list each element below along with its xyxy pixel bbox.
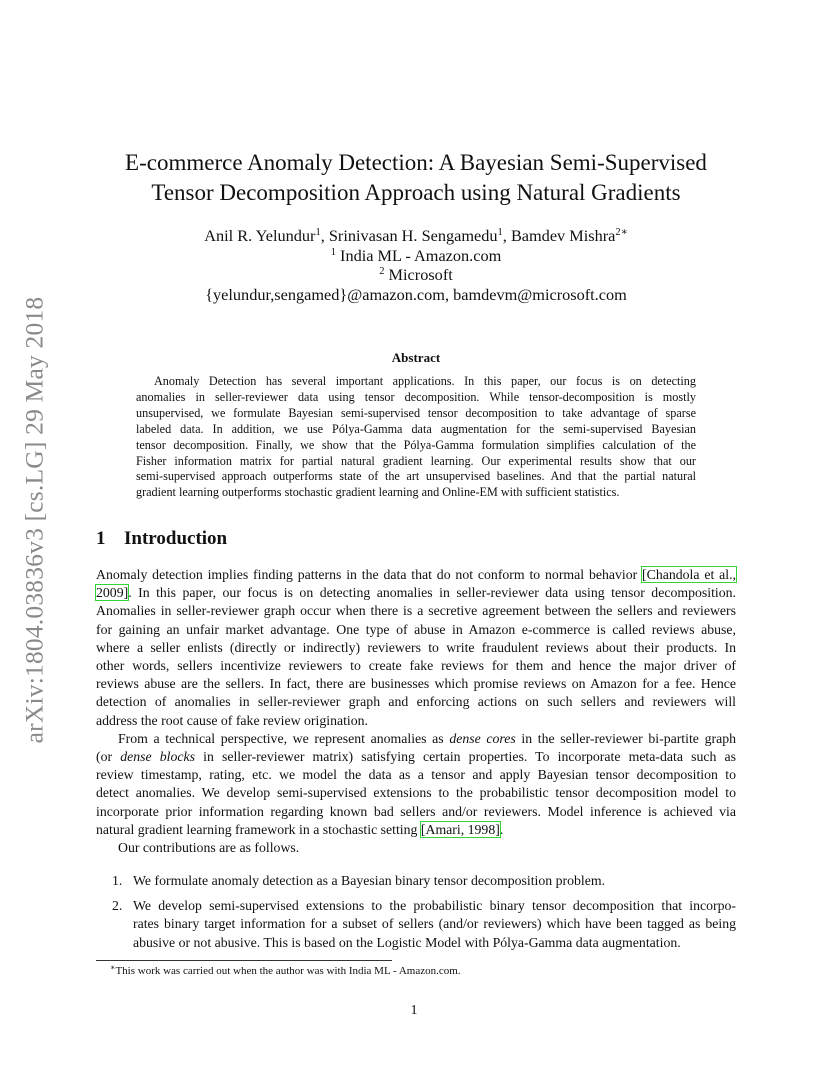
emphasis-text: dense cores [449,730,516,746]
section-heading [96,528,227,550]
body-line: for gaining an unfair market advantage. One type of abuse in Amazon e-commerce is called reviews abuse, [96,621,736,637]
paper-title [96,148,736,208]
body-text-run: in the seller-reviewer bi-partite graph [515,730,736,746]
abstract-line: tensor decomposition. Finally, we show that the Pólya-Gamma formulation simplifies calculation of the [136,437,696,452]
affiliation-text: India ML - Amazon.com [335,245,502,265]
title-line: Tensor Decomposition Approach using Natural Gradients [151,180,681,205]
body-line: reviews abuse are the sellers. In fact, there are businesses which promise reviews on Amazon for a fee. Hence [96,676,736,692]
affiliation-mark: 2∗ [615,227,628,238]
abstract-body [136,374,696,501]
footnote-mark: ∗ [110,963,116,972]
contributions-list [96,872,736,959]
author-name: Bamdev Mishra [510,226,616,245]
footnote-rule [96,960,392,961]
body-line: review timestamp, rating, etc. we model the data as a tensor and apply Bayesian tensor decomposition to [96,767,736,783]
abstract-line: labeled data. In addition, we use Pólya-Gamma data augmentation for the semi-supervised Bayesian [136,421,696,436]
list-item-line: We develop semi-supervised extensions to the probabilistic binary tensor decomposition that incorpo- [133,898,736,914]
section-title: Introduction [124,528,228,549]
body-text-run: Anomaly detection implies finding patterns in the data that do not conform to normal behavior [96,567,643,582]
author-name: Anil R. Yelundur [204,226,316,245]
body-line: detect anomalies. We develop semi-supervised extensions to the probabilistic tensor decomposition model to [96,785,736,801]
affiliation-mark: 2 [379,266,385,277]
citation-link-chandola-year[interactable]: 2009] [96,585,129,601]
footnote-text: This work was carried out when the author was with India ML - Amazon.com. [115,965,461,977]
body-line [96,566,736,584]
body-text-run: (or [96,749,121,765]
list-item-line: We formulate anomaly detection as a Bayesian binary tensor decomposition problem. [133,873,606,888]
author-block [96,226,736,304]
affiliation [96,265,736,285]
body-text-run: . In this paper, our focus is on detecting anomalies in seller-reviewer data using tensor decomposition. [128,585,736,601]
list-item-line: abusive or not abusive. This is based on the Logistic Model with Pólya-Gamma data augmentation. [133,934,681,950]
arxiv-identifier: arXiv:1804.03836v3 [cs.LG] 29 May 2018 [19,296,49,744]
list-marker: 1. [112,873,123,888]
affiliation-mark: 1 [330,246,336,258]
title-line: E-commerce Anomaly Detection: A Bayesian Semi-Supervised [125,150,707,175]
affiliation-text: Microsoft [384,265,453,284]
separator: , [502,226,511,245]
body-text-run: natural gradient learning framework in a stochastic setting [96,821,421,837]
body-text-run: From a technical perspective, we represent anomalies as [118,730,450,746]
body-line [96,821,736,839]
list-item-line: rates binary target information for a subset of sellers (and/or reviewers) which have been tagged as being [133,916,736,932]
citation-link-chandola[interactable]: [Chandola et al., [642,567,736,582]
body-text-run: in seller-reviewer matrix) satisfying certain properties. To incorporate meta-data such as [195,749,736,765]
body-line: other words, sellers incentivize reviewers to create fake reviews for them and hence the major driver of [96,658,736,674]
introduction-body [96,566,736,857]
abstract-line: unsupervised, we formulate Bayesian semi-supervised tensor decomposition to take advantage of sparse [136,405,696,420]
body-line [96,584,736,602]
abstract-line: Fisher information matrix for partial natural gradient learning. Our experimental results show that our [136,453,696,468]
section-number: 1 [96,528,106,549]
body-line: incorporate prior information regarding known bad sellers and/or reviewers. Model inference is achieved via [96,803,736,819]
author-names [96,226,736,246]
footnote [110,965,461,977]
abstract-line: gradient learning outperforms stochastic gradient learning and Online-EM with sufficient statistics. [136,485,620,500]
body-line [96,748,736,766]
body-line: Our contributions are as follows. [118,840,300,856]
affiliation-mark: 1 [315,227,321,238]
abstract-heading: Abstract [391,350,441,365]
body-line [96,730,736,748]
body-line: Anomalies in seller-reviewer graph occur when there is a secretive agreement between the sellers and reviewers [96,603,736,619]
arxiv-side-stamp [14,280,54,760]
affiliation [96,246,736,266]
abstract-line: Anomaly Detection has several important applications. In this paper, our focus is on detecting [154,374,696,388]
separator: , [320,226,329,245]
affiliation-mark: 1 [497,227,503,238]
list-marker: 2. [112,898,123,914]
list-item [96,872,736,890]
emphasis-text: dense blocks [120,749,195,765]
list-item [96,897,736,952]
body-line: detection of anomalies in seller-reviewer graph and enforcing actions on such sellers and reviewers will [96,694,736,710]
body-line: address the root cause of fake review origination. [96,712,369,728]
author-emails: {yelundur,sengamed}@amazon.com, bamdevm@microsoft.com [205,284,627,304]
body-text-run: . [499,821,504,837]
body-line: where a seller enlists (directly or indirectly) reviewers to write fraudulent reviews about their products. In [96,639,736,655]
author-name: Srinivasan H. Sengamedu [328,226,498,245]
abstract-line: semi-supervised approach outperforms state of the art unsupervised baselines. And that the partial natural [136,469,696,484]
citation-link-amari[interactable]: [Amari, 1998] [420,821,500,837]
abstract-line: anomalies in seller-reviewer data using tensor decomposition. While tensor-decomposition is mostly [136,389,696,404]
page-number: 1 [410,1003,418,1018]
